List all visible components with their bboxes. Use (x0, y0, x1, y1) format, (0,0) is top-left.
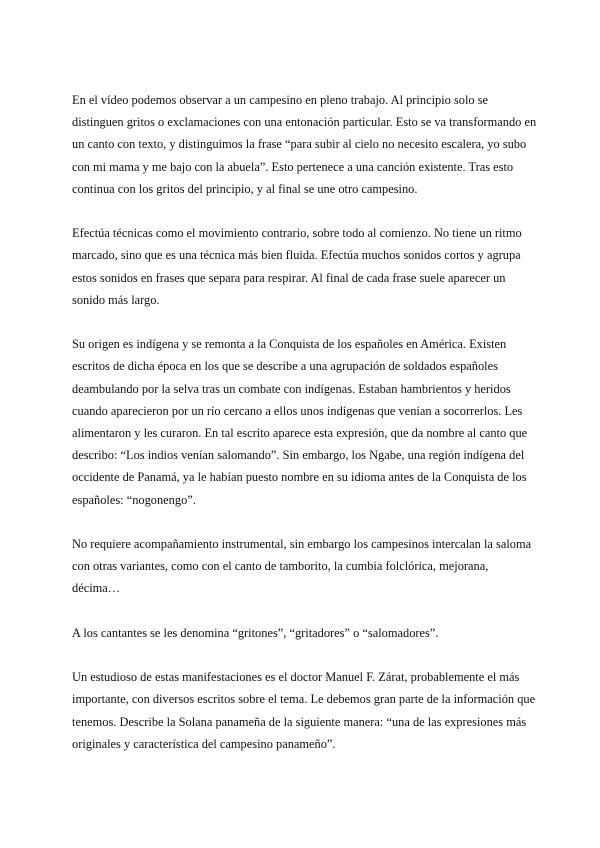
text-line: con mi mama y me bajo con la abuela”. Esto pertenece a una canción existente. Tras esto (72, 159, 514, 174)
paragraph-5 (72, 622, 532, 644)
paragraph-6 (72, 666, 536, 755)
text-line: décima… (72, 581, 121, 596)
text-line: continua con los gritos del principio, y al final se une otro campesino. (72, 181, 418, 196)
text-line: A los cantantes se les denomina “gritones”, “gritadores” o “salomadores”. (72, 625, 439, 640)
text-line: Un estudioso de estas manifestaciones es el doctor Manuel F. Zárat, probablemente el más (72, 670, 520, 685)
paragraph-4 (72, 533, 532, 600)
text-line: En el vídeo podemos observar a un campesino en pleno trabajo. Al principio solo se (72, 93, 489, 107)
paragraph-3 (72, 333, 532, 511)
text-line: estos sonidos en frases que separa para respirar. Al final de cada frase suele aparecer un (72, 270, 506, 285)
text-line: importante, con diversos escritos sobre el tema. Le debemos gran parte de la información que (72, 692, 536, 707)
text-line: sonido más largo. (72, 292, 160, 307)
text-line: occidente de Panamá, ya le habían puesto nombre en su idioma antes de la Conquista de los (72, 470, 527, 485)
text-line: Su origen es indígena y se remonta a la Conquista de los españoles en América. Existen (72, 337, 507, 352)
text-line: alimentaron y les curaron. En tal escrito aparece esta expresión, que da nombre al canto que (72, 426, 528, 441)
text-line: escritos de dicha época en los que se describe a una agrupación de soldados españoles (72, 359, 498, 374)
text-line: marcado, sino que es una técnica más bien fluida. Efectúa muchos sonidos cortos y agrupa (72, 248, 521, 263)
text-line: distinguen gritos o exclamaciones con una entonación particular. Esto se va transformando en (72, 115, 537, 130)
text-line: deambulando por la selva tras un combate con indígenas. Estaban hambrientos y heridos (72, 381, 511, 396)
text-line: Efectúa técnicas como el movimiento contrario, sobre todo al comienzo. No tiene un ritmo (72, 226, 522, 241)
paragraph-2 (72, 222, 532, 311)
text-line: describo: “Los indios venían salomando”. Sin embargo, los Ngabe, una región indígena del (72, 448, 525, 463)
text-line: españoles: “nogonengo”. (72, 492, 196, 507)
text-line: cuando aparecieron por un río cercano a ellos unos indígenas que venían a socorrerlos. Les (72, 403, 523, 418)
text-line: un canto con texto, y distinguimos la frase “para subir al cielo no necesito escalera, yo subo (72, 137, 527, 152)
text-line: originales y característica del campesino panameño”. (72, 736, 336, 751)
text-line: tenemos. Describe la Solana panameña de la siguiente manera: “una de las expresiones más (72, 714, 527, 729)
document-body (72, 89, 537, 777)
paragraph-1 (72, 89, 537, 200)
text-line: con otras variantes, como con el canto de tamborito, la cumbia folclórica, mejorana, (72, 559, 489, 574)
text-line: No requiere acompañamiento instrumental, sin embargo los campesinos intercalan la saloma (72, 537, 532, 552)
